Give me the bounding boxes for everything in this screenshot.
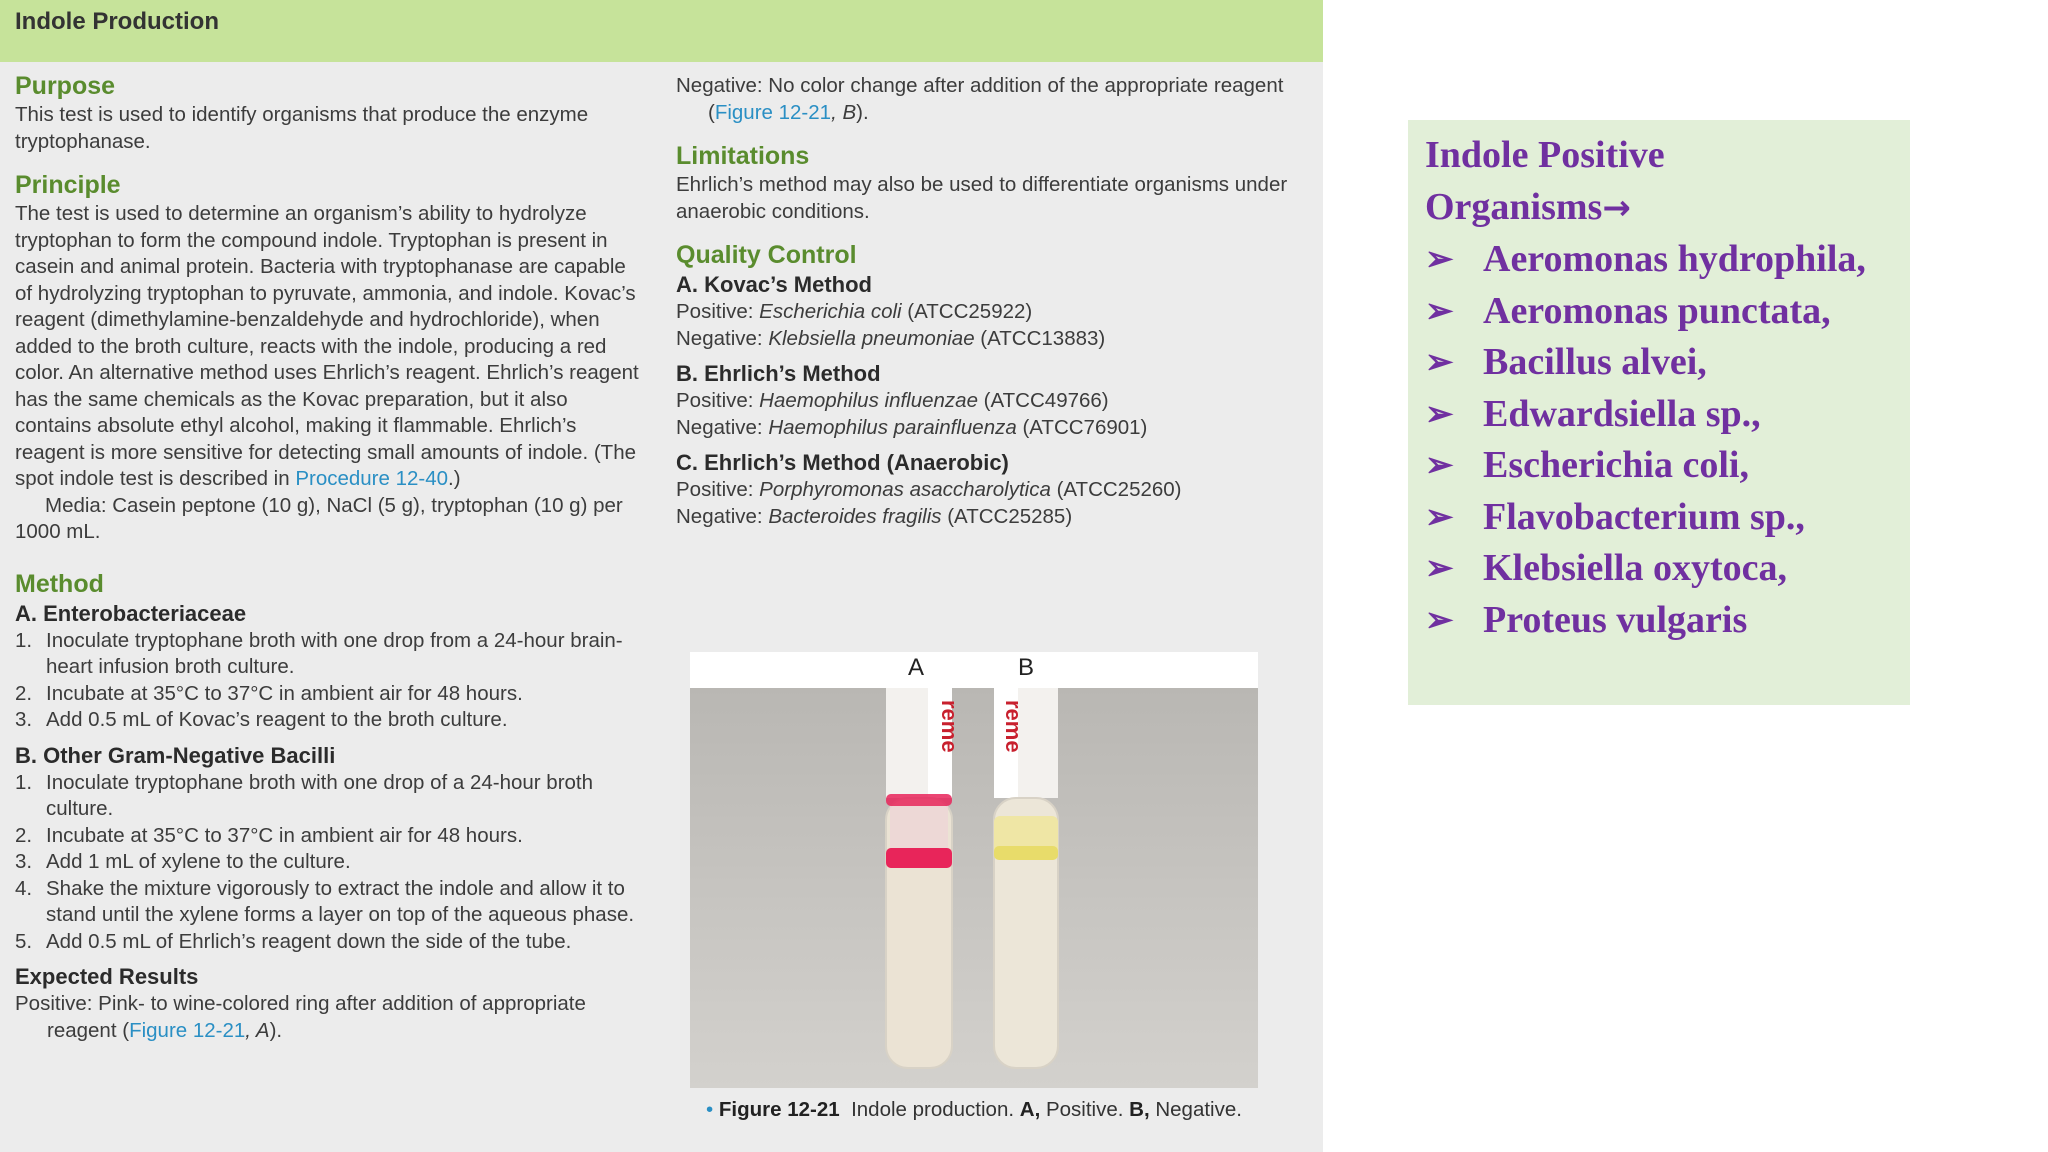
indole-positive-panel	[1408, 120, 1910, 705]
arrow-bullet-icon: ➢	[1425, 601, 1454, 639]
list-item: 5. Add 0.5 mL of Ehrlich’s reagent down the side of the tube.	[15, 929, 572, 953]
negative-ring	[994, 846, 1058, 860]
list-item: ➢ Escherichia coli,	[1425, 440, 1910, 492]
tubes-illustration	[690, 688, 1258, 1088]
tube-a-brand: reme	[937, 700, 962, 753]
expected-positive: Positive: Pink- to wine-colored ring after addition of appropriate reagent (Figure 12-21, A).	[15, 992, 586, 1042]
figure-12-21	[690, 652, 1258, 1122]
qc-c-negative: Negative: Bacteroides fragilis (ATCC25285)	[676, 504, 1073, 528]
method-b-steps	[15, 770, 645, 956]
arrow-bullet-icon: ➢	[1425, 447, 1454, 484]
list-item: ➢ Flavobacterium sp.,	[1425, 492, 1910, 544]
method-a-steps	[15, 628, 645, 734]
panel-title: Indole Positive Organisms→	[1425, 134, 1665, 228]
list-item: 3. Add 1 mL of xylene to the culture.	[15, 850, 351, 873]
arrow-bullet-icon: ➢	[1425, 344, 1454, 381]
arrow-right-icon: →	[1602, 187, 1631, 228]
arrow-bullet-icon: ➢	[1425, 395, 1454, 433]
figure-link[interactable]: Figure 12-21	[129, 1018, 246, 1042]
procedure-link[interactable]: Procedure 12-40	[295, 467, 449, 490]
method-b-heading: B. Other Gram-Negative Bacilli	[15, 742, 336, 768]
tube-b	[994, 688, 1058, 1068]
list-item: 1. Inoculate tryptophane broth with one drop of a 24-hour broth culture.	[15, 770, 594, 820]
tube-b-brand: reme	[1001, 700, 1026, 753]
purpose-text: This test is used to identify organisms that produce the enzyme tryptophanase.	[15, 103, 589, 153]
list-item: 4. Shake the mixture vigorously to extract the indole and allow it to stand until the xylene forms a layer on top of the aqueous phase.	[15, 876, 635, 926]
tubes-photo	[690, 688, 1258, 1088]
qc-c-heading: C. Ehrlich’s Method (Anaerobic)	[676, 450, 1009, 475]
qc-a-negative: Negative: Klebsiella pneumoniae (ATCC13883)	[676, 326, 1106, 350]
method-a-heading: A. Enterobacteriaceae	[15, 600, 247, 626]
limitations-heading: Limitations	[676, 142, 810, 170]
figure-link[interactable]: Figure 12-21	[714, 100, 832, 124]
principle-text: The test is used to determine an organism’s ability to hydrolyze tryptophan to form the compound indole. Tryptophan is present in casein and animal protein. Bacteria with tryptophanase are capable of hydrolyzing tryptophan to pyruvate, ammonia, and indole. Kovac’s reagent (dimethylamine-benzaldehyde and hydrochloride), when added to the broth culture, reacts with the indole, producing a red color. An alternative method uses Ehrlich’s reagent. Ehrlich’s reagent has the same chemicals as the Kovac preparation, but it also contains absolute ethyl alcohol, making it flammable. Ehrlich’s reagent is more sensitive for detecting small amounts of indole. (The spot indole test is described in Procedure 12-40.)	[15, 202, 639, 490]
qc-a-heading: A. Kovac’s Method	[676, 272, 872, 297]
list-item: ➢ Proteus vulgaris	[1425, 595, 1910, 647]
tube-a	[886, 688, 962, 1068]
media-text: Media: Casein peptone (10 g), NaCl (5 g), tryptophan (10 g) per 1000 mL.	[15, 493, 623, 543]
quality-control-heading: Quality Control	[676, 241, 857, 269]
tube-label-a: A	[908, 654, 925, 681]
list-item: 3. Add 0.5 mL of Kovac’s reagent to the broth culture.	[15, 708, 508, 731]
list-item: 1. Inoculate tryptophane broth with one drop from a 24-hour brain-heart infusion broth culture.	[15, 628, 623, 678]
qc-b-positive: Positive: Haemophilus influenzae (ATCC49766)	[676, 389, 1109, 412]
qc-b-heading: B. Ehrlich’s Method	[676, 361, 881, 386]
list-item: 2. Incubate at 35°C to 37°C in ambient air for 48 hours.	[15, 681, 523, 705]
tube-label-b: B	[1018, 654, 1035, 681]
list-item: ➢ Aeromonas punctata,	[1425, 286, 1910, 338]
list-item: ➢ Edwardsiella sp.,	[1425, 389, 1910, 441]
list-item: ➢ Bacillus alvei,	[1425, 337, 1910, 389]
figure-labels	[690, 652, 1258, 688]
purpose-heading: Purpose	[15, 72, 116, 100]
organism-list	[1425, 234, 1910, 646]
expected-results-heading: Expected Results	[15, 964, 199, 989]
positive-band	[886, 848, 952, 868]
right-column	[676, 73, 1296, 530]
page-title: Indole Production	[0, 0, 1323, 62]
principle-heading: Principle	[15, 171, 121, 199]
qc-c-positive: Positive: Porphyromonas asaccharolytica (ATCC25260)	[676, 478, 1182, 501]
list-item: ➢ Klebsiella oxytoca,	[1425, 543, 1910, 595]
method-heading: Method	[15, 569, 104, 598]
figure-caption: • Figure 12-21 Indole production. A, Positive. B, Negative.	[706, 1098, 1242, 1121]
list-item: ➢ Aeromonas hydrophila,	[1425, 234, 1910, 286]
positive-ring	[886, 794, 952, 806]
arrow-bullet-icon: ➢	[1425, 241, 1454, 278]
arrow-bullet-icon: ➢	[1425, 550, 1454, 587]
left-column	[15, 70, 645, 1044]
qc-b-negative: Negative: Haemophilus parainfluenza (ATCC76901)	[676, 415, 1148, 439]
list-item: 2. Incubate at 35°C to 37°C in ambient air for 48 hours.	[15, 823, 523, 847]
expected-negative: Negative: No color change after addition of the appropriate reagent (Figure 12-21, B).	[676, 74, 1284, 124]
arrow-bullet-icon: ➢	[1425, 292, 1454, 330]
arrow-bullet-icon: ➢	[1425, 498, 1454, 536]
limitations-text: Ehrlich’s method may also be used to differentiate organisms under anaerobic conditions.	[676, 173, 1288, 223]
qc-a-positive: Positive: Escherichia coli (ATCC25922)	[676, 300, 1033, 323]
